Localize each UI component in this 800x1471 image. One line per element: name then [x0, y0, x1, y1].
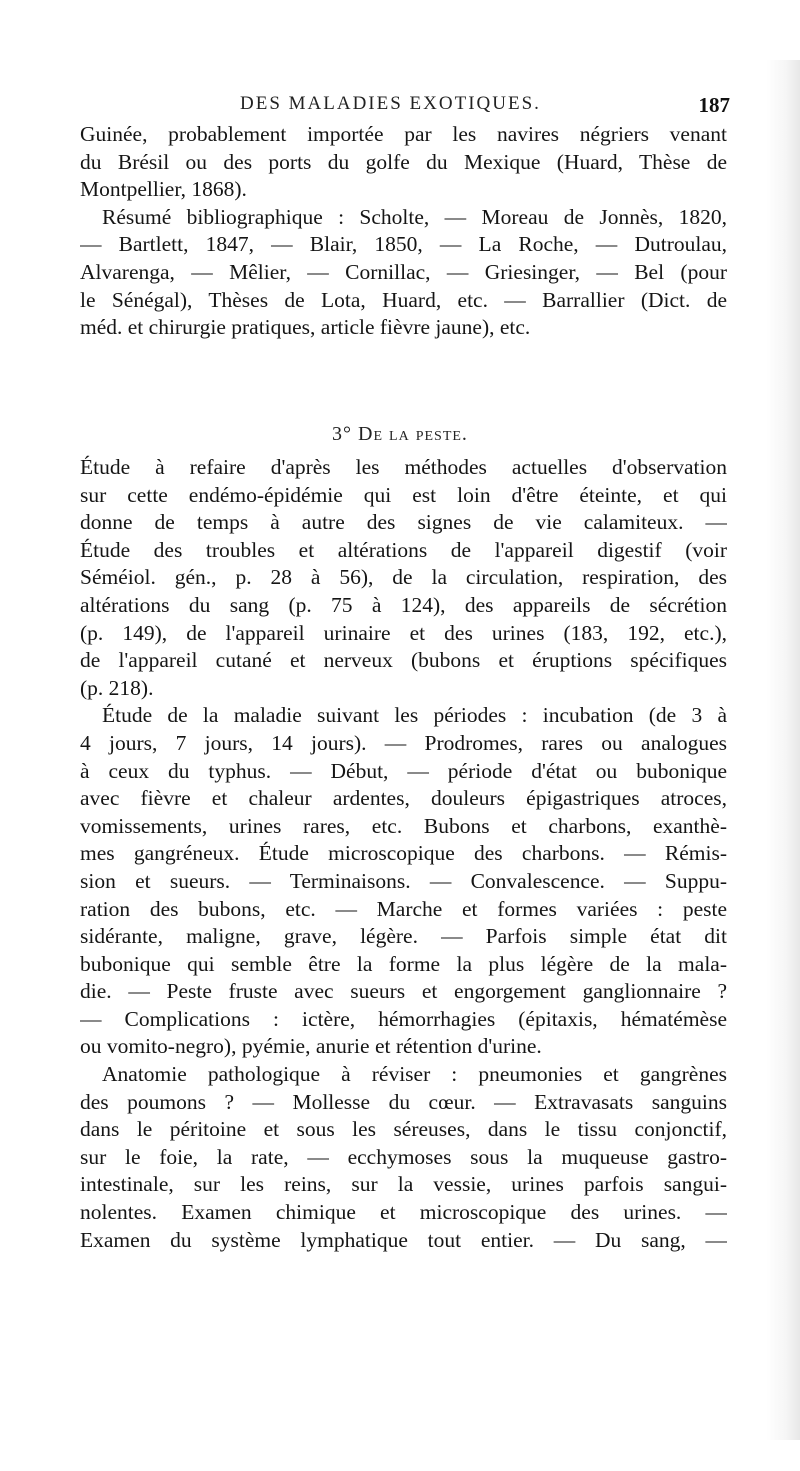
text-line: — Bartlett, 1847, — Blair, 1850, — La Roche, — Dutroulau, [80, 232, 727, 257]
text-line: (p. 218). [80, 675, 154, 700]
text-line: die. — Peste fruste avec sueurs et engorgement ganglionnaire ? [80, 979, 727, 1004]
text-line: des poumons ? — Mollesse du cœur. — Extravasats sanguins [80, 1089, 727, 1114]
page-number: 187 [698, 93, 730, 117]
text-line: du Brésil ou des ports du golfe du Mexique (Huard, Thèse de [80, 149, 727, 174]
text-line: de l'appareil cutané et nerveux (bubons et éruptions spécifiques [80, 648, 727, 673]
text-line: le Sénégal), Thèses de Lota, Huard, etc. — Barrallier (Dict. de [80, 287, 727, 312]
text-line: Séméiol. gén., p. 28 à 56), de la circulation, respiration, des [80, 565, 727, 590]
running-title: DES MALADIES EXOTIQUES. [240, 93, 541, 114]
text-line: à ceux du typhus. — Début, — période d'état ou bubonique [80, 758, 727, 783]
text-line: mes gangréneux. Étude microscopique des charbons. — Rémis- [80, 841, 727, 866]
text-line: (p. 149), de l'appareil urinaire et des urines (183, 192, etc.), [80, 620, 727, 645]
text-line: altérations du sang (p. 75 à 124), des appareils de sécrétion [80, 592, 727, 617]
text-line: ration des bubons, etc. — Marche et formes variées : peste [80, 896, 727, 921]
text-line: sur le foie, la rate, — ecchymoses sous la muqueuse gastro- [80, 1144, 727, 1169]
text-line: ou vomito-negro), pyémie, anurie et rétention d'urine. [80, 1034, 542, 1059]
text-line: sidérante, maligne, grave, légère. — Parfois simple état dit [80, 924, 727, 949]
running-head [80, 93, 730, 117]
text-line: sur cette endémo-épidémie qui est loin d'être éteinte, et qui [80, 482, 727, 507]
paragraph-block-2 [80, 455, 727, 1255]
text-line: intestinale, sur les reins, sur la vessie, urines parfois sangui- [80, 1172, 727, 1197]
text-line: sion et sueurs. — Terminaisons. — Convalescence. — Suppu- [80, 868, 727, 893]
text-line: dans le péritoine et sous les séreuses, dans le tissu conjonctif, [80, 1117, 727, 1142]
text-line: nolentes. Examen chimique et microscopique des urines. — [80, 1200, 727, 1225]
text-line: Étude des troubles et altérations de l'appareil digestif (voir [80, 537, 727, 562]
text-line: vomissements, urines rares, etc. Bubons et charbons, exanthè- [80, 813, 727, 838]
text-line: Alvarenga, — Mêlier, — Cornillac, — Griesinger, — Bel (pour [80, 259, 727, 284]
section-heading [0, 423, 800, 446]
text-line: bubonique qui semble être la forme la plus légère de la mala- [80, 951, 727, 976]
section-heading-text: 3° De la peste. [332, 423, 468, 445]
text-line: donne de temps à autre des signes de vie calamiteux. — [80, 510, 727, 535]
text-line: Anatomie pathologique à réviser : pneumonies et gangrènes [102, 1062, 727, 1087]
paragraph-block-1 [80, 122, 727, 343]
text-line: avec fièvre et chaleur ardentes, douleurs épigastriques atroces, [80, 786, 727, 811]
text-line: — Complications : ictère, hémorrhagies (épitaxis, hématémèse [80, 1006, 727, 1031]
text-line: 4 jours, 7 jours, 14 jours). — Prodromes, rares ou analogues [80, 730, 727, 755]
page-edge-shadow [766, 60, 800, 1440]
text-line: méd. et chirurgie pratiques, article fièvre jaune), etc. [80, 315, 531, 340]
text-line: Résumé bibliographique : Scholte, — Moreau de Jonnès, 1820, [102, 204, 727, 229]
text-line: Étude de la maladie suivant les périodes : incubation (de 3 à [102, 703, 727, 728]
text-line: Guinée, probablement importée par les navires négriers venant [80, 122, 727, 146]
text-line: Examen du système lymphatique tout entier. — Du sang, — [80, 1227, 727, 1252]
text-line: Étude à refaire d'après les méthodes actuelles d'observation [80, 455, 727, 479]
text-line: Montpellier, 1868). [80, 177, 247, 202]
